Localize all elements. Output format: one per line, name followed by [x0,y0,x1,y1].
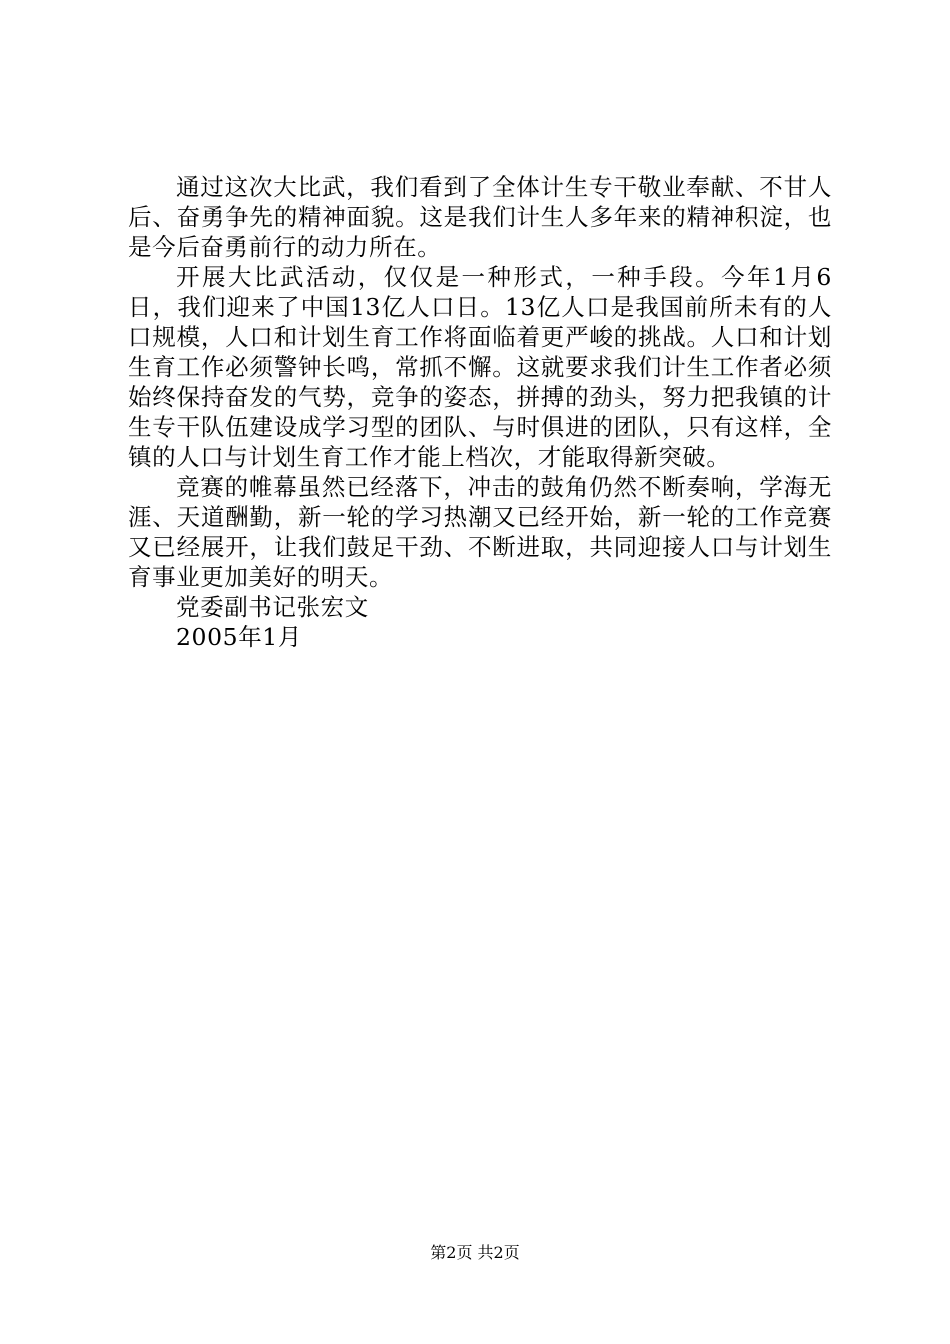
date: 2005年1月 [176,623,302,651]
page-footer: 第2页 共2页 [430,1243,520,1262]
paragraph-2: 开展大比武活动，仅仅是一种形式，一种手段。今年1月6日，我们迎来了中国13亿人口日。13亿人口是我国前所未有的人口规模，人口和计划生育工作将面临着更严峻的挑战。人口和计划生育工作必须警钟长鸣，常抓不懈。这就要求我们计生工作者必须始终保持奋发的气势，竞争的姿态，拼搏的劲头，努力把我镇的计生专干队伍建设成学习型的团队、与时俱进的团队，只有这样，全镇的人口与计划生育工作才能上档次，才能取得新突破。 [128,263,832,471]
paragraph-1: 通过这次大比武，我们看到了全体计生专干敬业奉献、不甘人后、奋勇争先的精神面貌。这是我们计生人多年来的精神积淀，也是今后奋勇前行的动力所在。 [128,173,832,261]
document-body [128,172,832,652]
signature: 党委副书记张宏文 [176,593,369,621]
paragraph-3: 竞赛的帷幕虽然已经落下，冲击的鼓角仍然不断奏响，学海无涯、天道酬勤，新一轮的学习热潮又已经开始，新一轮的工作竞赛又已经展开，让我们鼓足干劲、不断进取，共同迎接人口与计划生育事业更加美好的明天。 [128,473,832,591]
